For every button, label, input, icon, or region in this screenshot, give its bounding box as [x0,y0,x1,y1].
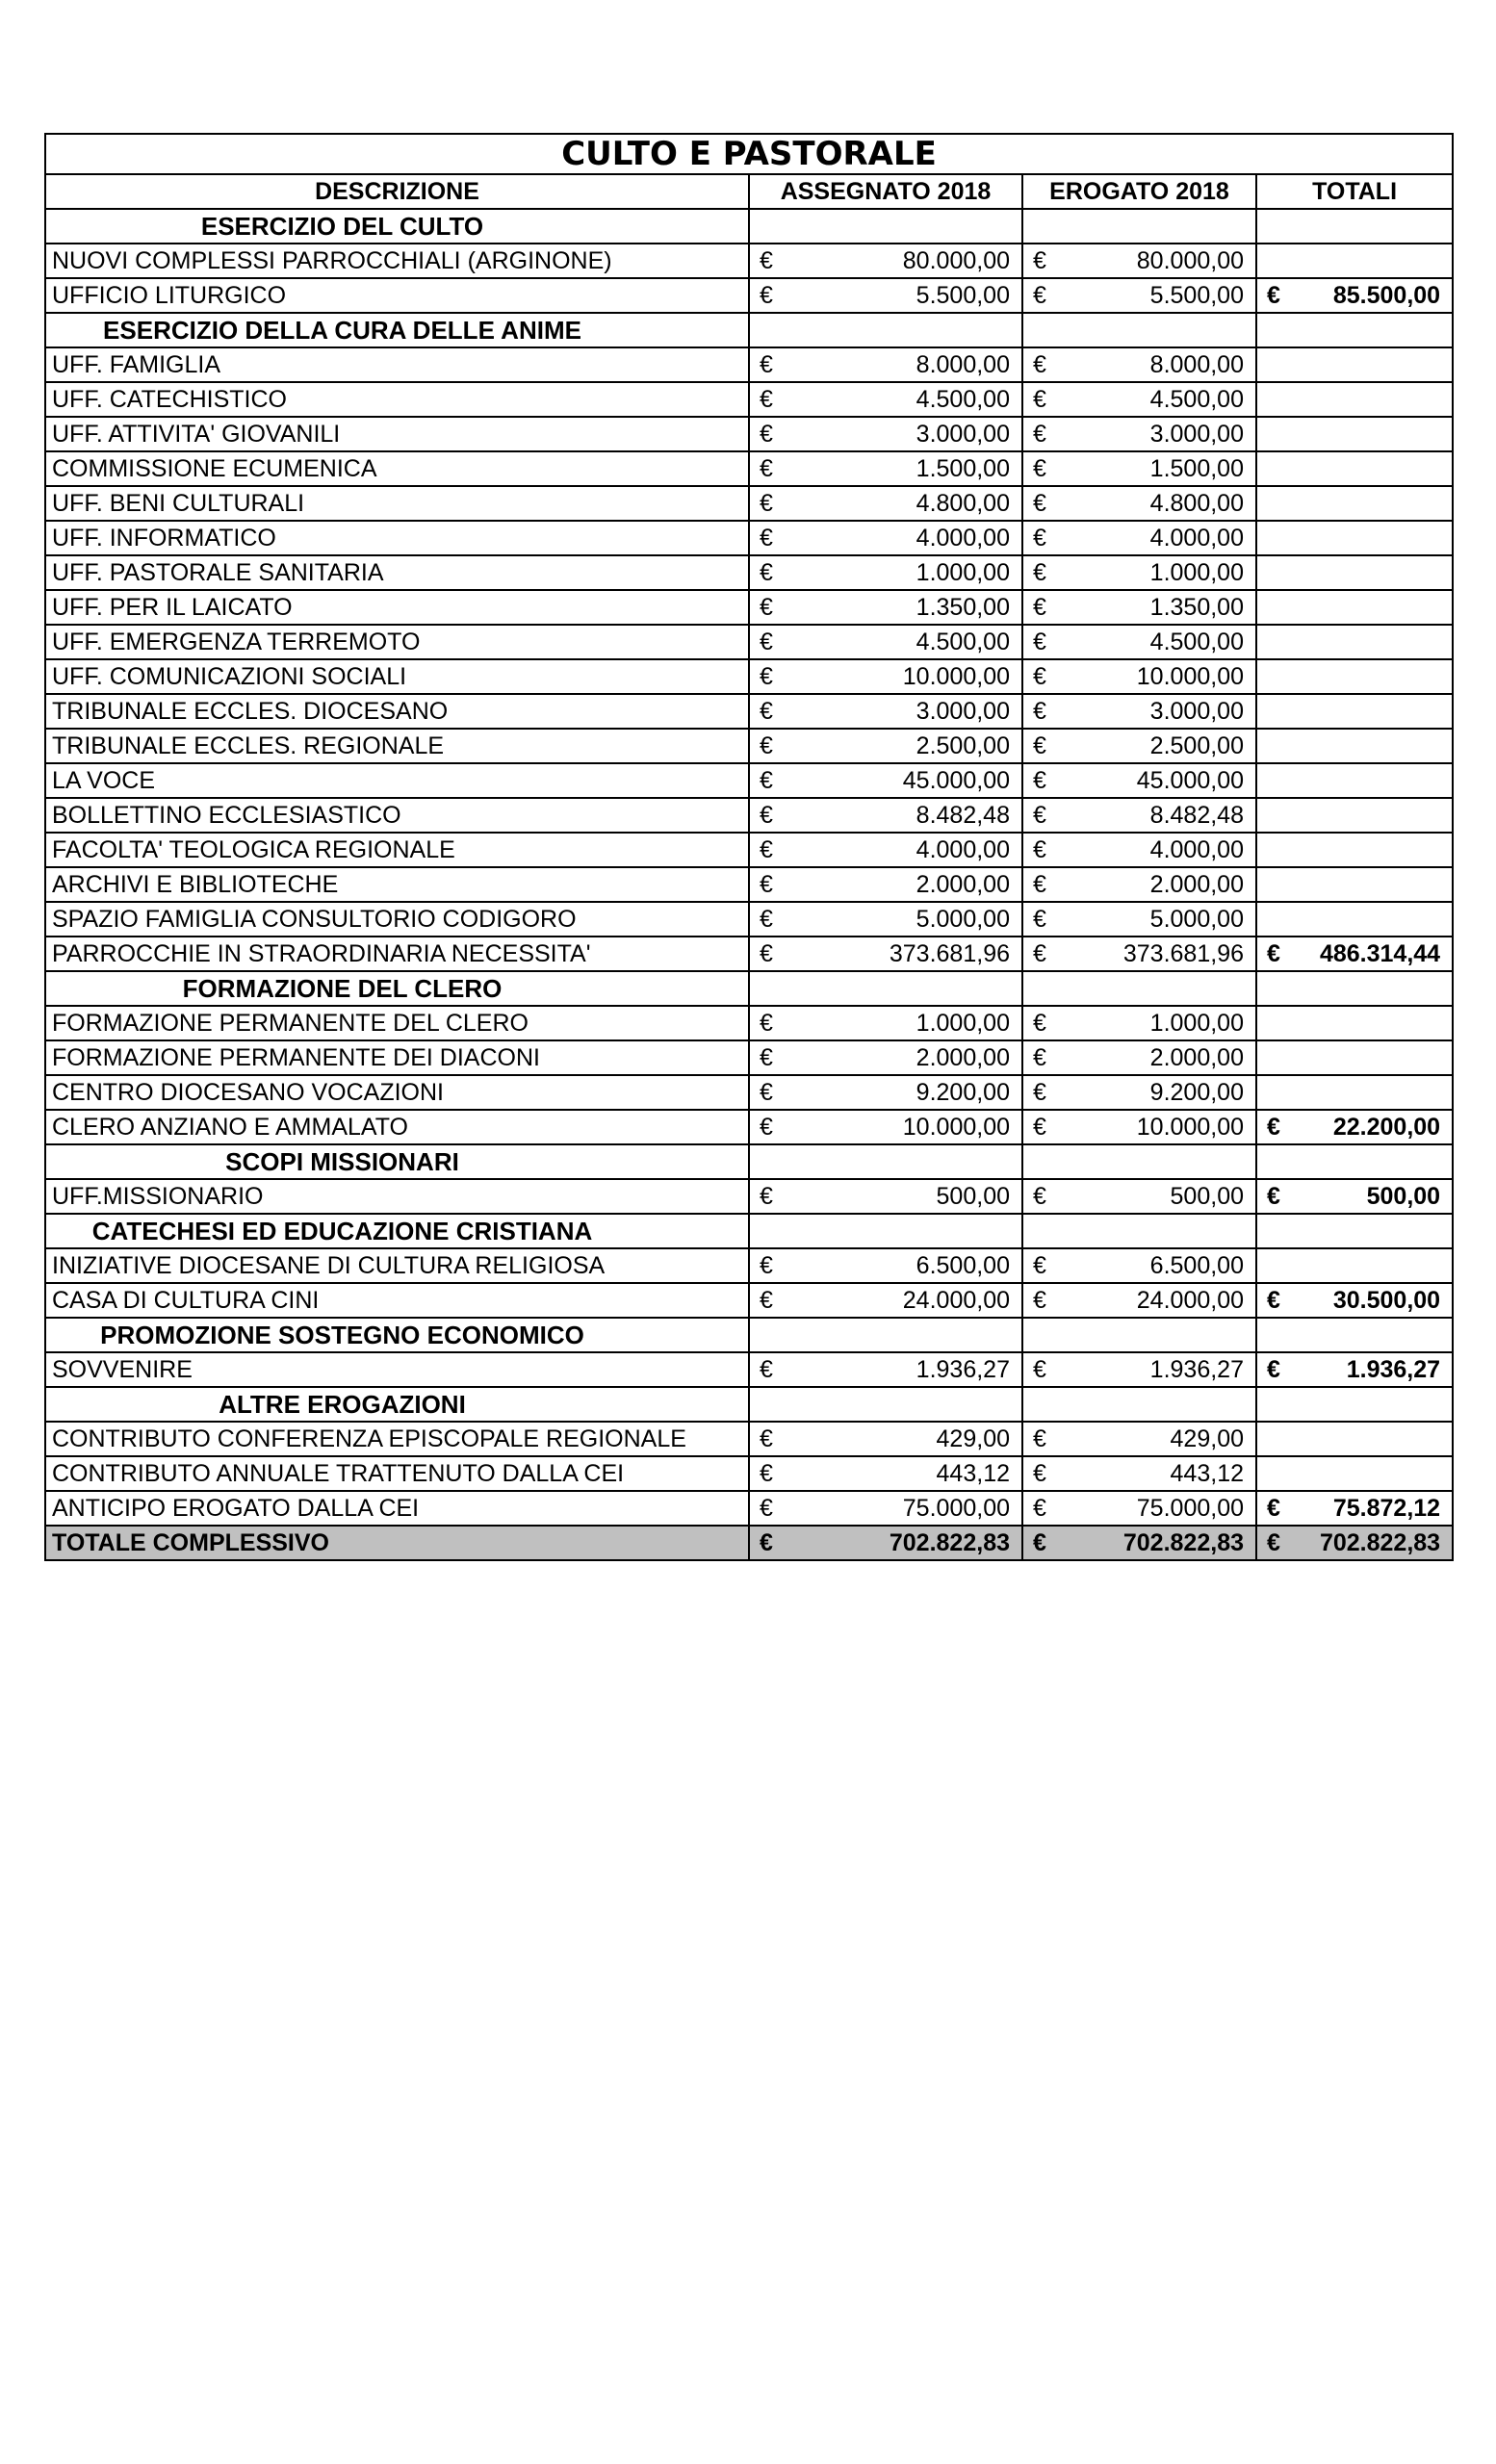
currency-symbol: € [1022,937,1061,971]
table-row [45,1283,1453,1318]
currency-symbol: € [1022,1179,1061,1214]
section-title: CATECHESI ED EDUCAZIONE CRISTIANA [45,1214,749,1248]
currency-symbol: € [749,902,787,937]
empty-cell [749,313,1022,347]
empty-cell [1256,1040,1453,1075]
currency-symbol: € [1022,902,1061,937]
row-description: CASA DI CULTURA CINI [45,1283,749,1318]
empty-cell [1022,1214,1256,1248]
row-description: PARROCCHIE IN STRAORDINARIA NECESSITA' [45,937,749,971]
erogato-value: 80.000,00 [1061,244,1256,278]
row-description: UFF. ATTIVITA' GIOVANILI [45,417,749,451]
row-description: TRIBUNALE ECCLES. DIOCESANO [45,694,749,729]
assegnato-value: 6.500,00 [787,1248,1022,1283]
currency-symbol: € [1022,867,1061,902]
empty-cell [1022,1387,1256,1422]
currency-symbol: € [749,417,787,451]
empty-cell [1256,1075,1453,1110]
table-row [45,1352,1453,1387]
row-description: UFF. PASTORALE SANITARIA [45,555,749,590]
erogato-value: 4.000,00 [1061,521,1256,555]
empty-cell [1256,417,1453,451]
assegnato-value: 10.000,00 [787,659,1022,694]
empty-cell [1256,971,1453,1006]
currency-symbol: € [1022,833,1061,867]
row-description: FACOLTA' TEOLOGICA REGIONALE [45,833,749,867]
table-row [45,521,1453,555]
assegnato-value: 45.000,00 [787,763,1022,798]
currency-symbol: € [749,659,787,694]
assegnato-value: 10.000,00 [787,1110,1022,1144]
row-description: CONTRIBUTO CONFERENZA EPISCOPALE REGIONALE [45,1422,749,1456]
totale-value: 85.500,00 [1295,278,1453,313]
currency-symbol: € [749,521,787,555]
row-description: UFF. EMERGENZA TERREMOTO [45,625,749,659]
row-description: TRIBUNALE ECCLES. REGIONALE [45,729,749,763]
grand-total-totale: 702.822,83 [1295,1526,1453,1560]
currency-symbol: € [1022,1075,1061,1110]
erogato-value: 24.000,00 [1061,1283,1256,1318]
currency-symbol: € [1256,1179,1295,1214]
erogato-value: 5.000,00 [1061,902,1256,937]
row-description: UFF. BENI CULTURALI [45,486,749,521]
assegnato-value: 1.936,27 [787,1352,1022,1387]
assegnato-value: 1.350,00 [787,590,1022,625]
section-title: ESERCIZIO DEL CULTO [45,209,749,244]
table-row [45,625,1453,659]
totale-value: 486.314,44 [1295,937,1453,971]
erogato-value: 8.482,48 [1061,798,1256,833]
currency-symbol: € [1022,798,1061,833]
assegnato-value: 1.000,00 [787,555,1022,590]
currency-symbol: € [1256,1491,1295,1526]
table-row [45,486,1453,521]
currency-symbol: € [1256,1352,1295,1387]
empty-cell [1256,244,1453,278]
table-row [45,1075,1453,1110]
empty-cell [1256,763,1453,798]
table-row [45,867,1453,902]
empty-cell [1256,1387,1453,1422]
empty-cell [1022,313,1256,347]
currency-symbol: € [749,1040,787,1075]
assegnato-value: 373.681,96 [787,937,1022,971]
empty-cell [1022,1318,1256,1352]
header-row [45,174,1453,209]
currency-symbol: € [749,729,787,763]
row-description: UFFICIO LITURGICO [45,278,749,313]
currency-symbol: € [749,451,787,486]
currency-symbol: € [1022,1006,1061,1040]
erogato-value: 1.000,00 [1061,555,1256,590]
empty-cell [749,1318,1022,1352]
currency-symbol: € [749,1283,787,1318]
row-description: UFF. PER IL LAICATO [45,590,749,625]
table-row [45,1422,1453,1456]
table-row [45,244,1453,278]
table-row [45,937,1453,971]
erogato-value: 8.000,00 [1061,347,1256,382]
assegnato-value: 80.000,00 [787,244,1022,278]
currency-symbol: € [749,244,787,278]
assegnato-value: 3.000,00 [787,694,1022,729]
currency-symbol: € [1022,521,1061,555]
erogato-value: 10.000,00 [1061,659,1256,694]
currency-symbol: € [1022,625,1061,659]
row-description: NUOVI COMPLESSI PARROCCHIALI (ARGINONE) [45,244,749,278]
erogato-value: 4.000,00 [1061,833,1256,867]
currency-symbol: € [749,347,787,382]
assegnato-value: 75.000,00 [787,1491,1022,1526]
currency-symbol: € [749,763,787,798]
totale-value: 75.872,12 [1295,1491,1453,1526]
empty-cell [1256,1144,1453,1179]
row-description: ARCHIVI E BIBLIOTECHE [45,867,749,902]
table-row [45,833,1453,867]
row-description: CLERO ANZIANO E AMMALATO [45,1110,749,1144]
erogato-value: 500,00 [1061,1179,1256,1214]
table-row [45,1040,1453,1075]
erogato-value: 75.000,00 [1061,1491,1256,1526]
table-row [45,1491,1453,1526]
assegnato-value: 2.500,00 [787,729,1022,763]
assegnato-value: 4.800,00 [787,486,1022,521]
empty-cell [1256,486,1453,521]
currency-symbol: € [1022,1248,1061,1283]
table-row [45,763,1453,798]
table-row [45,1006,1453,1040]
assegnato-value: 8.482,48 [787,798,1022,833]
currency-symbol: € [749,1491,787,1526]
row-description: FORMAZIONE PERMANENTE DEI DIACONI [45,1040,749,1075]
page-title: CULTO E PASTORALE [45,134,1453,174]
currency-symbol: € [749,590,787,625]
currency-symbol: € [749,798,787,833]
currency-symbol: € [1022,659,1061,694]
currency-symbol: € [1022,244,1061,278]
table-row [45,1179,1453,1214]
empty-cell [1256,313,1453,347]
currency-symbol: € [1022,1526,1061,1560]
assegnato-value: 4.500,00 [787,382,1022,417]
empty-cell [1256,902,1453,937]
empty-cell [1256,867,1453,902]
table-row [45,1110,1453,1144]
empty-cell [1256,209,1453,244]
section-header-row [45,1387,1453,1422]
empty-cell [749,1144,1022,1179]
row-description: CONTRIBUTO ANNUALE TRATTENUTO DALLA CEI [45,1456,749,1491]
currency-symbol: € [1022,417,1061,451]
empty-cell [1256,729,1453,763]
assegnato-value: 24.000,00 [787,1283,1022,1318]
empty-cell [1256,1422,1453,1456]
currency-symbol: € [1022,486,1061,521]
currency-symbol: € [749,486,787,521]
empty-cell [1256,625,1453,659]
row-description: UFF.MISSIONARIO [45,1179,749,1214]
currency-symbol: € [749,1422,787,1456]
currency-symbol: € [1022,1040,1061,1075]
row-description: LA VOCE [45,763,749,798]
empty-cell [1256,1456,1453,1491]
currency-symbol: € [1256,937,1295,971]
empty-cell [1256,347,1453,382]
erogato-value: 429,00 [1061,1422,1256,1456]
table-row [45,278,1453,313]
empty-cell [1256,555,1453,590]
grand-total-label: TOTALE COMPLESSIVO [45,1526,749,1560]
empty-cell [749,971,1022,1006]
currency-symbol: € [1256,1526,1295,1560]
currency-symbol: € [1022,590,1061,625]
assegnato-value: 4.000,00 [787,521,1022,555]
grand-total-row [45,1526,1453,1560]
table-row [45,798,1453,833]
row-description: COMMISSIONE ECUMENICA [45,451,749,486]
erogato-value: 1.000,00 [1061,1006,1256,1040]
empty-cell [1256,1318,1453,1352]
row-description: INIZIATIVE DIOCESANE DI CULTURA RELIGIOSA [45,1248,749,1283]
assegnato-value: 4.000,00 [787,833,1022,867]
row-description: UFF. COMUNICAZIONI SOCIALI [45,659,749,694]
currency-symbol: € [1022,1491,1061,1526]
table-row [45,382,1453,417]
table-row [45,902,1453,937]
erogato-value: 45.000,00 [1061,763,1256,798]
currency-symbol: € [749,382,787,417]
currency-symbol: € [1022,1283,1061,1318]
empty-cell [1256,659,1453,694]
table-row [45,1248,1453,1283]
empty-cell [1256,590,1453,625]
erogato-value: 1.350,00 [1061,590,1256,625]
currency-symbol: € [1256,1283,1295,1318]
currency-symbol: € [1022,729,1061,763]
currency-symbol: € [1022,451,1061,486]
title-row [45,134,1453,174]
currency-symbol: € [749,555,787,590]
assegnato-value: 5.000,00 [787,902,1022,937]
currency-symbol: € [1022,694,1061,729]
row-description: CENTRO DIOCESANO VOCAZIONI [45,1075,749,1110]
row-description: UFF. FAMIGLIA [45,347,749,382]
table-row [45,347,1453,382]
header-descrizione: DESCRIZIONE [45,174,749,209]
currency-symbol: € [1022,1110,1061,1144]
currency-symbol: € [1022,278,1061,313]
assegnato-value: 4.500,00 [787,625,1022,659]
currency-symbol: € [1022,555,1061,590]
table-row [45,555,1453,590]
totale-value: 1.936,27 [1295,1352,1453,1387]
empty-cell [749,1214,1022,1248]
empty-cell [1256,451,1453,486]
currency-symbol: € [749,694,787,729]
currency-symbol: € [1022,382,1061,417]
assegnato-value: 443,12 [787,1456,1022,1491]
section-header-row [45,1318,1453,1352]
currency-symbol: € [1022,1456,1061,1491]
currency-symbol: € [1022,347,1061,382]
section-header-row [45,1214,1453,1248]
assegnato-value: 2.000,00 [787,1040,1022,1075]
row-description: BOLLETTINO ECCLESIASTICO [45,798,749,833]
currency-symbol: € [749,867,787,902]
totale-value: 500,00 [1295,1179,1453,1214]
grand-total-assegnato: 702.822,83 [787,1526,1022,1560]
currency-symbol: € [749,278,787,313]
erogato-value: 2.000,00 [1061,867,1256,902]
budget-table [44,133,1454,1561]
row-description: UFF. INFORMATICO [45,521,749,555]
erogato-value: 10.000,00 [1061,1110,1256,1144]
section-title: PROMOZIONE SOSTEGNO ECONOMICO [45,1318,749,1352]
currency-symbol: € [749,1179,787,1214]
erogato-value: 3.000,00 [1061,417,1256,451]
assegnato-value: 429,00 [787,1422,1022,1456]
empty-cell [749,209,1022,244]
section-header-row [45,313,1453,347]
empty-cell [1256,694,1453,729]
currency-symbol: € [749,1456,787,1491]
erogato-value: 6.500,00 [1061,1248,1256,1283]
row-description: FORMAZIONE PERMANENTE DEL CLERO [45,1006,749,1040]
table-row [45,694,1453,729]
table-row [45,1456,1453,1491]
assegnato-value: 1.000,00 [787,1006,1022,1040]
erogato-value: 4.800,00 [1061,486,1256,521]
currency-symbol: € [749,1110,787,1144]
row-description: SOVVENIRE [45,1352,749,1387]
empty-cell [1022,1144,1256,1179]
currency-symbol: € [749,1526,787,1560]
table-row [45,451,1453,486]
section-title: FORMAZIONE DEL CLERO [45,971,749,1006]
table-row [45,659,1453,694]
erogato-value: 9.200,00 [1061,1075,1256,1110]
table-row [45,729,1453,763]
section-header-row [45,971,1453,1006]
erogato-value: 5.500,00 [1061,278,1256,313]
erogato-value: 2.000,00 [1061,1040,1256,1075]
currency-symbol: € [749,625,787,659]
currency-symbol: € [749,1352,787,1387]
empty-cell [1256,1248,1453,1283]
empty-cell [1256,382,1453,417]
section-header-row [45,1144,1453,1179]
assegnato-value: 5.500,00 [787,278,1022,313]
erogato-value: 3.000,00 [1061,694,1256,729]
section-title: SCOPI MISSIONARI [45,1144,749,1179]
table-row [45,417,1453,451]
erogato-value: 1.936,27 [1061,1352,1256,1387]
row-description: UFF. CATECHISTICO [45,382,749,417]
empty-cell [1256,1006,1453,1040]
header-erogato: EROGATO 2018 [1022,174,1256,209]
currency-symbol: € [749,937,787,971]
empty-cell [1256,798,1453,833]
currency-symbol: € [749,1248,787,1283]
erogato-value: 4.500,00 [1061,625,1256,659]
currency-symbol: € [749,833,787,867]
section-title: ALTRE EROGAZIONI [45,1387,749,1422]
header-totali: TOTALI [1256,174,1453,209]
assegnato-value: 3.000,00 [787,417,1022,451]
currency-symbol: € [1256,1110,1295,1144]
erogato-value: 4.500,00 [1061,382,1256,417]
section-header-row [45,209,1453,244]
table-row [45,590,1453,625]
assegnato-value: 500,00 [787,1179,1022,1214]
erogato-value: 373.681,96 [1061,937,1256,971]
erogato-value: 2.500,00 [1061,729,1256,763]
totale-value: 22.200,00 [1295,1110,1453,1144]
empty-cell [1022,209,1256,244]
currency-symbol: € [1256,278,1295,313]
empty-cell [749,1387,1022,1422]
currency-symbol: € [1022,763,1061,798]
currency-symbol: € [749,1006,787,1040]
row-description: ANTICIPO EROGATO DALLA CEI [45,1491,749,1526]
currency-symbol: € [1022,1422,1061,1456]
empty-cell [1256,833,1453,867]
empty-cell [1022,971,1256,1006]
totale-value: 30.500,00 [1295,1283,1453,1318]
currency-symbol: € [1022,1352,1061,1387]
empty-cell [1256,1214,1453,1248]
erogato-value: 1.500,00 [1061,451,1256,486]
grand-total-erogato: 702.822,83 [1061,1526,1256,1560]
currency-symbol: € [749,1075,787,1110]
assegnato-value: 9.200,00 [787,1075,1022,1110]
assegnato-value: 8.000,00 [787,347,1022,382]
empty-cell [1256,521,1453,555]
assegnato-value: 2.000,00 [787,867,1022,902]
row-description: SPAZIO FAMIGLIA CONSULTORIO CODIGORO [45,902,749,937]
header-assegnato: ASSEGNATO 2018 [749,174,1022,209]
erogato-value: 443,12 [1061,1456,1256,1491]
assegnato-value: 1.500,00 [787,451,1022,486]
section-title: ESERCIZIO DELLA CURA DELLE ANIME [45,313,749,347]
